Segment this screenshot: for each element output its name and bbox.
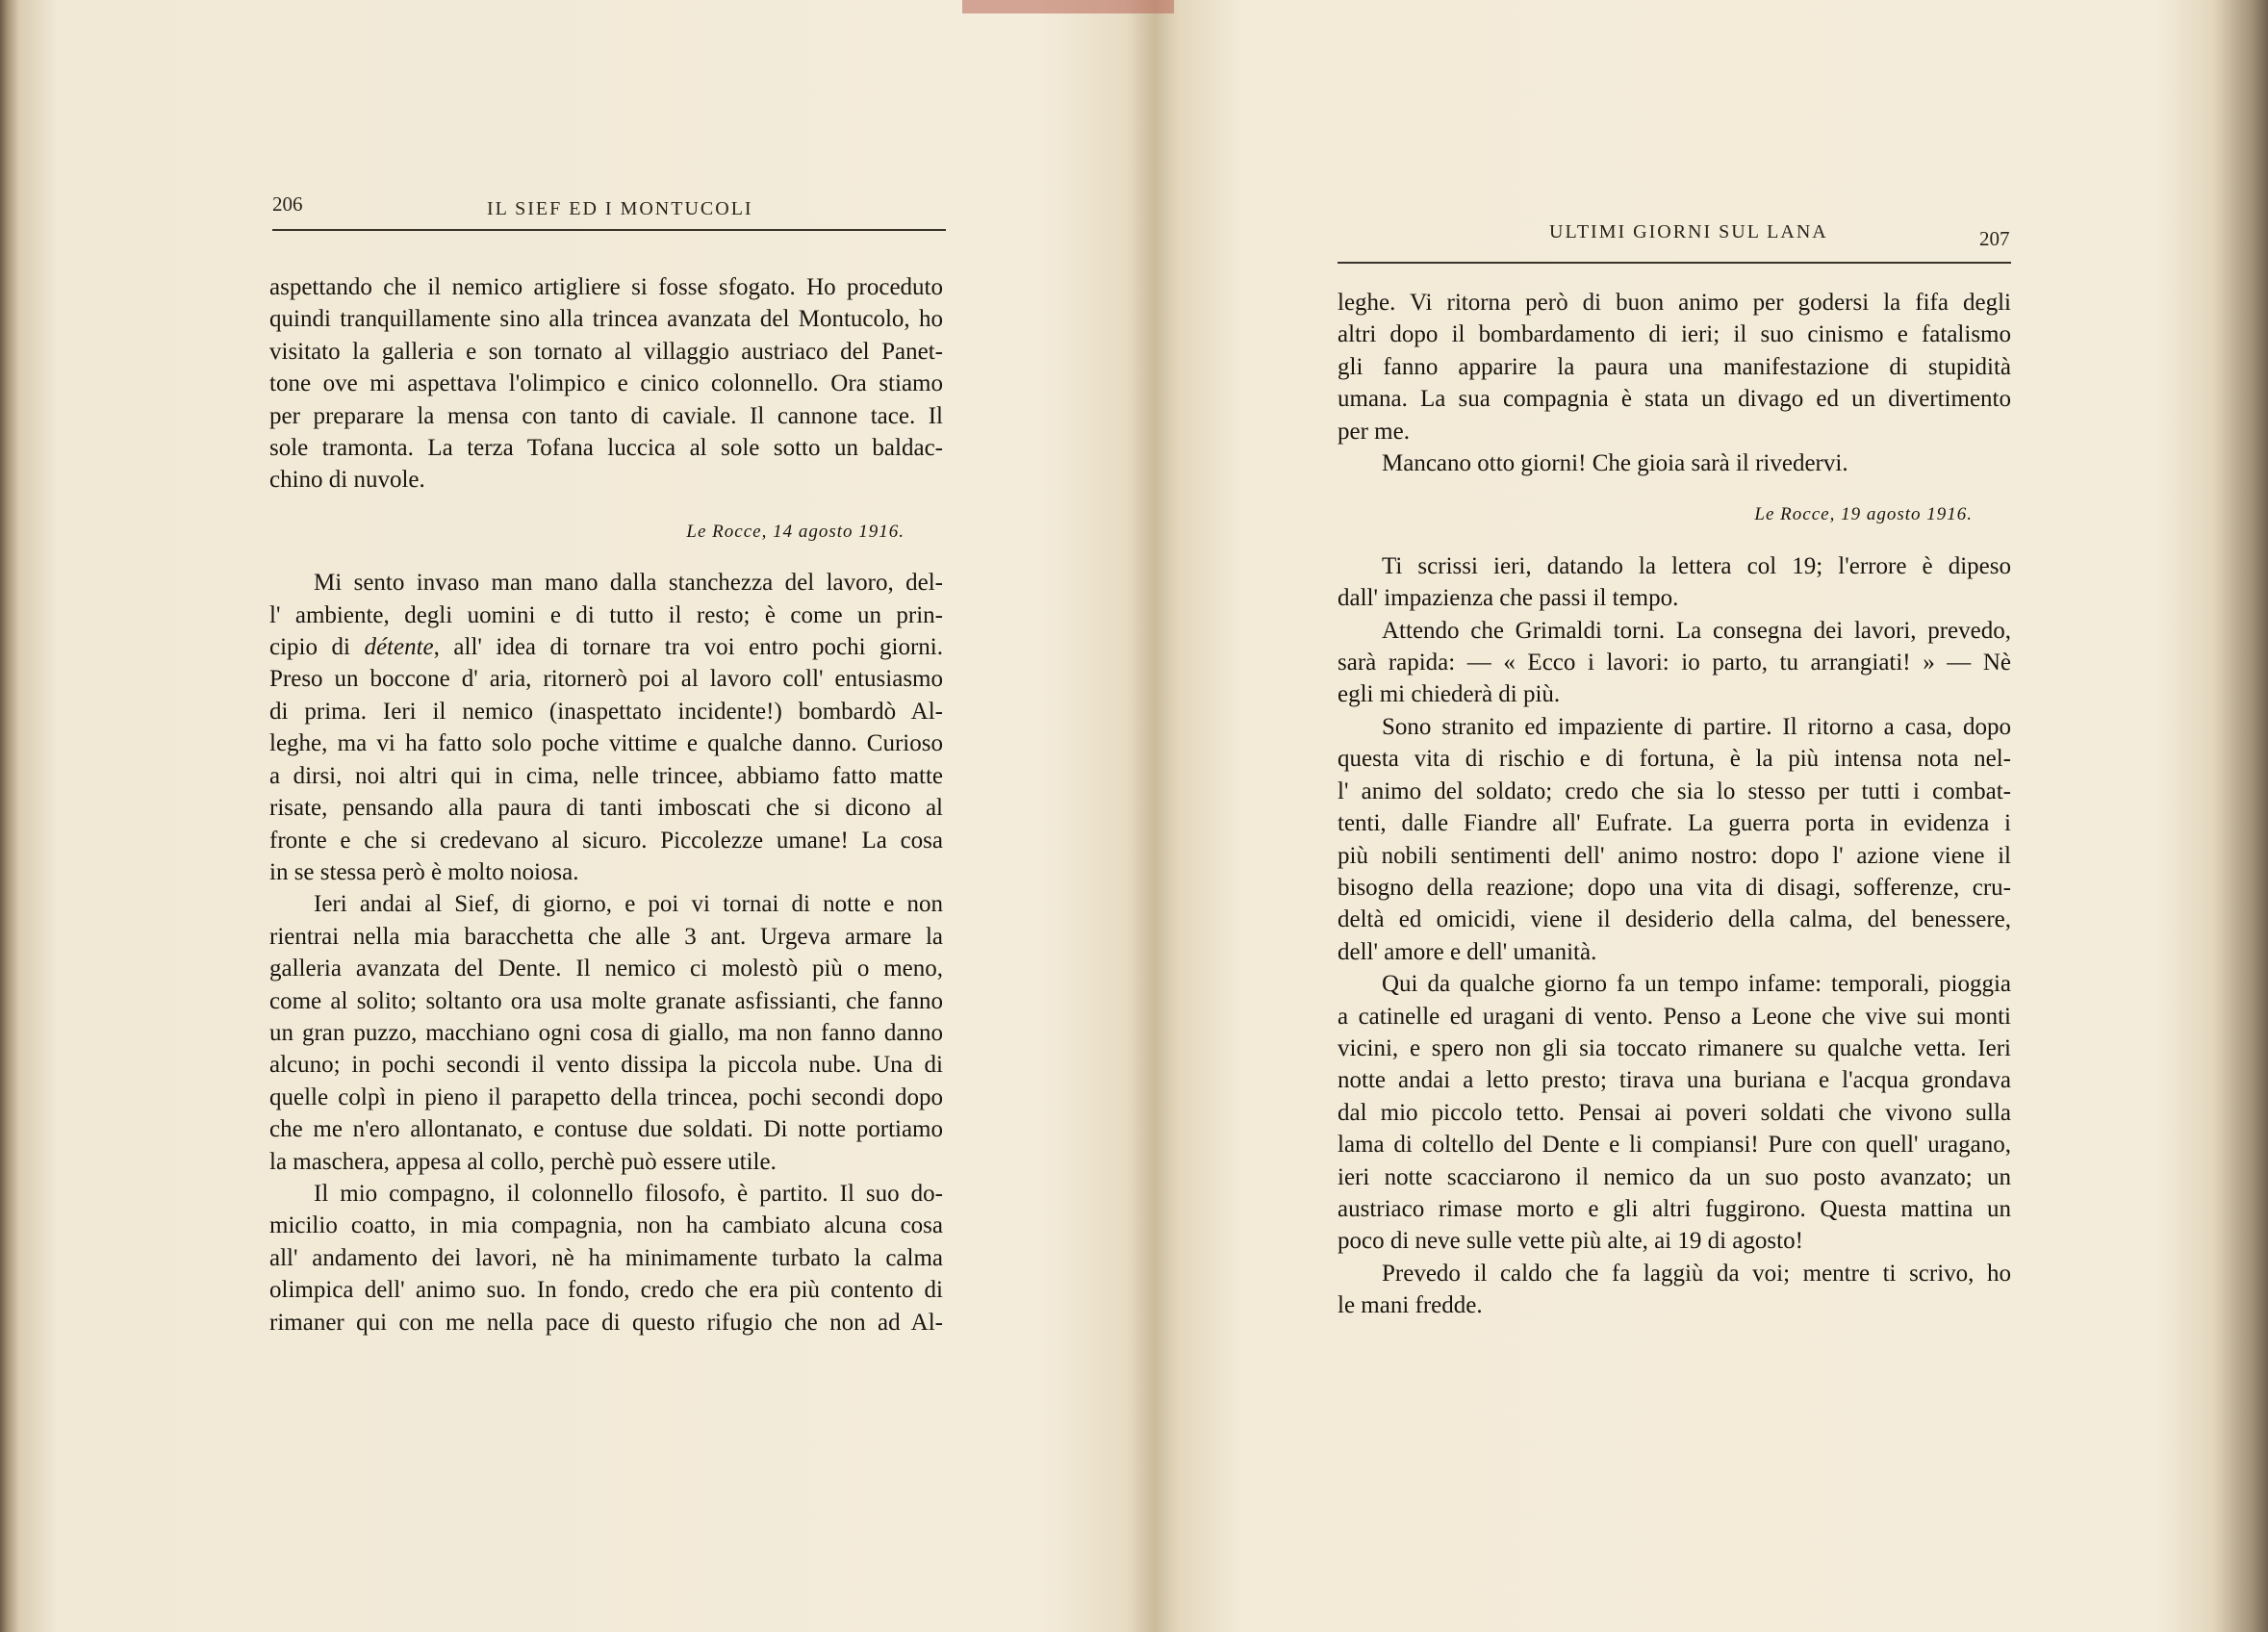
page-number: 207 [1979,227,2010,250]
text-line: questa vita di rischio e di fortuna, è la più intensa nota nel- [1338,746,2011,773]
text-line: ieri notte scacciarono il nemico da un suo posto avanzato; un [1338,1163,2011,1190]
text-line: Il mio compagno, il colonnello filosofo, è partito. Il suo do- [314,1180,943,1207]
text-line: a catinelle ed uragani di vento. Penso a Leone che vive sui monti [1338,1003,2011,1030]
dateline: Le Rocce, 14 agosto 1916. [686,521,905,542]
text-line: a dirsi, noi altri qui in cima, nelle trincee, abbiamo fatto matte [269,762,943,789]
text-line: dall' impazienza che passi il tempo. [1338,585,1679,612]
text-line: bisogno della reazione; dopo una vita di disagi, sofferenze, cru- [1338,874,2011,901]
text-line: austriaco rimase morto e gli altri fuggirono. Questa mattina un [1338,1195,2011,1222]
text-line: l' ambiente, degli uomini e di tutto il resto; è come un prin- [269,601,943,628]
text-line: olimpica dell' animo suo. In fondo, credo che era più contento di [269,1277,943,1304]
text-line: che me n'ero allontanato, e contuse due soldati. Di notte portiamo [269,1116,943,1143]
text-line: tenti, dalle Fiandre all' Eufrate. La guerra porta in evidenza i [1338,810,2011,837]
text-line: chino di nuvole. [269,467,425,494]
text-line: in se stessa però è molto noiosa. [269,858,579,885]
text-line: notte andai a letto presto; tirava una buriana e l'acqua grondava [1338,1067,2011,1094]
text-line: dal mio piccolo tetto. Pensai ai poveri soldati che vivono sulla [1338,1099,2011,1126]
text-line: micilio coatto, in mia compagnia, non ha cambiato alcuna cosa [269,1212,943,1239]
text-fragment: cipio di [269,634,365,661]
text-line: la maschera, appesa al collo, perchè può essere utile. [269,1148,777,1175]
paragraph [1338,711,2011,968]
text-line: Sono stranito ed impaziente di partire. Il ritorno a casa, dopo [1382,713,2011,740]
text-line: vicini, e spero non gli sia toccato rimanere su qualche vetta. Ieri [1338,1034,2011,1061]
text-line: aspettando che il nemico artigliere si fosse sfogato. Ho proceduto [269,274,943,300]
paragraph [1338,968,2011,1258]
text-line: come al solito; soltanto ora usa molte granate asfissianti, che fanno [269,987,943,1014]
paragraph [269,567,943,888]
text-line: altri dopo il bombardamento di ieri; il suo cinismo e fatalismo [1338,321,2011,348]
text-line: rimaner qui con me nella pace di questo rifugio che non ad Al- [269,1309,943,1336]
right-text-block [1338,287,2011,1322]
text-line: galleria avanzata del Dente. Il nemico ci molestò più o meno, [269,956,943,982]
text-line: Attendo che Grimaldi torni. La consegna dei lavori, prevedo, [1382,617,2011,644]
paragraph [269,888,943,1178]
running-head: ULTIMI GIORNI SUL LANA [1549,221,1828,242]
text-line: Ti scrissi ieri, datando la lettera col 19; l'errore è dipeso [1382,552,2011,579]
text-line: all' andamento dei lavori, nè ha minimamente turbato la calma [269,1244,943,1271]
text-line: leghe. Vi ritorna però di buon animo per godersi la fifa degli [1338,290,2011,316]
text-line: fronte e che si credevano al sicuro. Piccolezze umane! La cosa [269,827,943,854]
text-line: visitato la galleria e son tornato al villaggio austriaco del Panet- [269,338,943,365]
text-line: Ieri andai al Sief, di giorno, e poi vi tornai di notte e non [314,891,943,918]
text-line: umana. La sua compagnia è stata un divago ed un divertimento [1338,386,2011,413]
paragraph [1338,447,2011,479]
text-line: gli fanno apparire la paura una manifestazione di stupidità [1338,353,2011,380]
text-line: alcuno; in pochi secondi il vento dissipa la piccola nube. Una di [269,1052,943,1079]
left-page [0,0,1126,1632]
text-line: l' animo del soldato; credo che sia lo stesso per tutti i combat- [1338,778,2011,804]
text-line: sole tramonta. La terza Tofana luccica al sole sotto un baldac- [269,435,943,462]
text-line: per preparare la mensa con tanto di caviale. Il cannone tace. Il [269,402,943,429]
page-number: 206 [272,192,303,216]
text-line: risate, pensando alla paura di tanti imboscati che si dicono al [269,795,943,822]
text-line: per me. [1338,418,1410,445]
paragraph [269,1178,943,1339]
text-line: rientrai nella mia baracchetta che alle 3 ant. Urgeva armare la [269,923,943,950]
header-rule [1338,262,2011,264]
text-line: Mancano otto giorni! Che gioia sarà il rivedervi. [1382,450,1848,477]
text-line: quindi tranquillamente sino alla trincea avanzata del Montucolo, ho [269,306,943,333]
paragraph [1338,550,2011,615]
text-line [269,631,943,663]
text-line: quelle colpì in pieno il parapetto della trincea, pochi secondi dopo [269,1084,943,1110]
text-line: tone ove mi aspettava l'olimpico e cinico colonnello. Ora stiamo [269,370,943,397]
text-line: le mani fredde. [1338,1292,1483,1319]
text-line: un gran puzzo, macchiano ogni cosa di giallo, ma non fanno danno [269,1019,943,1046]
right-page [1174,0,2268,1632]
text-fragment: , all' idea di tornare tra voi entro pochi giorni. [433,634,943,661]
left-text-block [269,271,943,1339]
text-line: egli mi chiederà di più. [1338,681,1561,708]
paragraph [269,271,943,497]
text-line: più nobili sentimenti dell' animo nostro: dopo l' azione viene il [1338,842,2011,869]
text-line: dell' amore e dell' umanità. [1338,938,1597,965]
text-line: deltà ed omicidi, viene il desiderio della calma, del benessere, [1338,906,2011,933]
text-line: lama di coltello del Dente e li compiansi! Pure con quell' uragano, [1338,1132,2011,1159]
italic-word: détente [364,634,434,661]
paragraph [1338,1258,2011,1322]
paragraph [1338,615,2011,711]
text-line: Qui da qualche giorno fa un tempo infame: temporali, pioggia [1382,971,2011,998]
text-line: sarà rapida: — « Ecco i lavori: io parto, tu arrangiati! » — Nè [1338,650,2011,676]
text-line: Preso un boccone d' aria, ritornerò poi al lavoro coll' entusiasmo [269,666,943,693]
header-rule [272,229,946,231]
text-line: poco di neve sulle vette più alte, ai 19 di agosto! [1338,1228,1803,1255]
running-head: IL SIEF ED I MONTUCOLI [487,198,753,219]
text-line: Prevedo il caldo che fa laggiù da voi; mentre ti scrivo, ho [1382,1260,2011,1287]
text-line: di prima. Ieri il nemico (inaspettato incidente!) bombardò Al- [269,698,943,725]
paragraph [1338,287,2011,447]
text-line: Mi sento invaso man mano dalla stanchezza del lavoro, del- [314,570,943,597]
dateline: Le Rocce, 19 agosto 1916. [1754,504,1973,525]
text-line: leghe, ma vi ha fatto solo poche vittime e qualche danno. Curioso [269,730,943,757]
